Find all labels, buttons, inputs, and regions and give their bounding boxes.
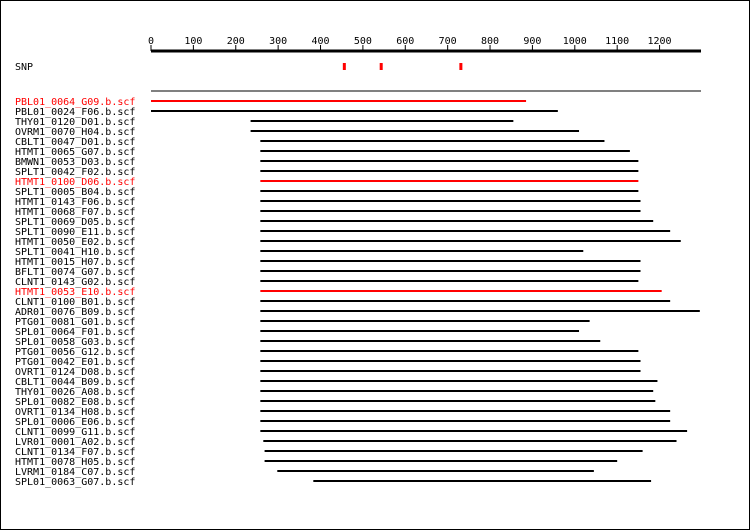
read-name[interactable]: SPL01_0063_G07.b.scf	[15, 477, 136, 488]
read-name[interactable]: CLNT1_0134_F07.b.scf	[15, 447, 136, 458]
snp-track	[343, 63, 463, 70]
ruler-tick-label: 1100	[605, 36, 630, 47]
read-name[interactable]: CLNT1_0100_B01.b.scf	[15, 297, 136, 308]
read-name[interactable]: PBL01_0064_G09.b.scf	[15, 97, 136, 108]
read-name[interactable]: SPLT1_0005_B04.b.scf	[15, 187, 136, 198]
ruler-tick-label: 800	[481, 36, 500, 47]
read-name[interactable]: CLNT1_0099_G11.b.scf	[15, 427, 136, 438]
read-name[interactable]: SPL01_0082_E08.b.scf	[15, 397, 136, 408]
read-name[interactable]: THY01_0026_A08.b.scf	[15, 387, 136, 398]
read-name[interactable]: HTMT1_0015_H07.b.scf	[15, 257, 136, 268]
read-name[interactable]: THY01_0120_D01.b.scf	[15, 117, 136, 128]
ruler-tick-label: 500	[353, 36, 372, 47]
read-name[interactable]: PTG01_0081_G01.b.scf	[15, 317, 136, 328]
ruler-tick-label: 0	[147, 36, 155, 47]
read-name[interactable]: SPLT1_0069_D05.b.scf	[15, 217, 136, 228]
ruler-tick-label: 600	[396, 36, 415, 47]
ruler-tick-label: 300	[269, 36, 288, 47]
read-name[interactable]: SPLT1_0042_F02.b.scf	[15, 167, 136, 178]
read-name[interactable]: HTMT1_0143_F06.b.scf	[15, 197, 136, 208]
ruler-tick-label: 400	[311, 36, 330, 47]
read-name[interactable]: LVR01_0001_A02.b.scf	[15, 437, 136, 448]
ruler-tick-label: 1000	[562, 36, 587, 47]
ruler-tick-label: 700	[438, 36, 457, 47]
read-name[interactable]: ADR01_0076_B09.b.scf	[15, 307, 136, 318]
read-name[interactable]: HTMT1_0050_E02.b.scf	[15, 237, 136, 248]
read-name[interactable]: HTMT1_0065_G07.b.scf	[15, 147, 136, 158]
ruler-tick-label: 1200	[647, 36, 672, 47]
ruler-tick-label: 200	[226, 36, 245, 47]
read-row	[15, 477, 651, 488]
read-alignment-diagram	[1, 1, 750, 531]
read-name[interactable]: OVRT1_0134_H08.b.scf	[15, 407, 136, 418]
ruler	[148, 36, 701, 51]
read-name[interactable]: LVRM1_0184_C07.b.scf	[15, 467, 136, 478]
read-list	[15, 97, 700, 488]
read-name[interactable]: HTMT1_0100_D06.b.scf	[15, 177, 136, 188]
read-name[interactable]: HTMT1_0078_H05.b.scf	[15, 457, 136, 468]
snp-marker	[343, 63, 346, 70]
snp-marker	[380, 63, 383, 70]
read-name[interactable]: CLNT1_0143_G02.b.scf	[15, 277, 136, 288]
read-name[interactable]: HTMT1_0068_F07.b.scf	[15, 207, 136, 218]
snp-marker	[459, 63, 462, 70]
read-name[interactable]: PTG01_0042_E01.b.scf	[15, 357, 136, 368]
read-name[interactable]: OVRT1_0124_D08.b.scf	[15, 367, 136, 378]
read-name[interactable]: SPLT1_0041_H10.b.scf	[15, 247, 136, 258]
read-name[interactable]: PBL01_0024_F06.b.scf	[15, 107, 136, 118]
read-name[interactable]: PTG01_0056_G12.b.scf	[15, 347, 136, 358]
read-name[interactable]: BMWN1_0053_D03.b.scf	[15, 157, 136, 168]
read-name[interactable]: SPLT1_0090_E11.b.scf	[15, 227, 136, 238]
ruler-tick-label: 100	[184, 36, 203, 47]
read-name[interactable]: BFLT1_0074_G07.b.scf	[15, 267, 136, 278]
read-name[interactable]: SPL01_0006_E06.b.scf	[15, 417, 136, 428]
read-name[interactable]: OVRM1_0070_H04.b.scf	[15, 127, 136, 138]
read-name[interactable]: SPL01_0058_G03.b.scf	[15, 337, 136, 348]
read-name[interactable]: CBLT1_0047_D01.b.scf	[15, 137, 136, 148]
read-name[interactable]: SPL01_0064_F01.b.scf	[15, 327, 136, 338]
snp-label: SNP	[15, 62, 34, 73]
read-name[interactable]: CBLT1_0044_B09.b.scf	[15, 377, 136, 388]
ruler-tick-label: 900	[523, 36, 542, 47]
read-name[interactable]: HTMT1_0053_E10.b.scf	[15, 287, 136, 298]
